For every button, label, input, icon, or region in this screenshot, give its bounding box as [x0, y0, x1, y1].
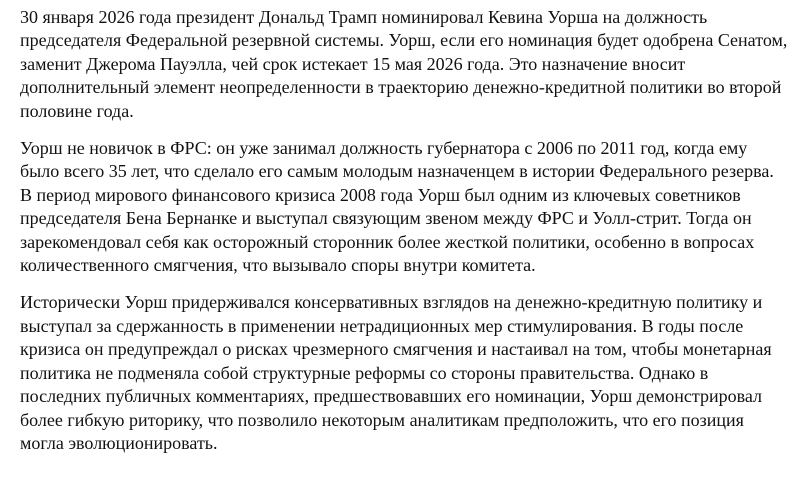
paragraph-background: Уорш не новичок в ФРС: он уже занимал должность губернатора с 2006 по 2011 год, когда ему было всего 35 лет, что сделало его самым молодым назначенцем в истории Федерального резерва. В период мирового финансового кризиса 2008 года Уорш был одним из ключевых советников председателя Бена Бернанке и выступал связующим звеном между ФРС и Уолл-стрит. Тогда он зарекомендовал себя как осторожный сторонник более жесткой политики, особенно в вопросах количественного смягчения, что вызывало споры внутри комитета. [20, 138, 774, 276]
paragraph-views: Исторически Уорш придерживался консервативных взглядов на денежно-кредитную политику и выступал за сдержанность в применении нетрадиционных мер стимулирования. В годы после кризиса он предупреждал о рисках чрезмерного смягчения и настаивал на том, чтобы монетарная политика не подменяла собой структурные реформы со стороны правительства. Однако в последних публичных комментариях, предшествовавших его номинации, Уорш демонстрировал более гибкую риторику, что позволило некоторым аналитикам предположить, что его позиция могла эволюционировать. [20, 292, 772, 453]
paragraph-nomination: 30 января 2026 года президент Дональд Трамп номинировал Кевина Уорша на должность председателя Федеральной резервной системы. Уорш, если его номинация будет одобрена Сенатом, заменит Джерома Пауэлла, чей срок истекает 15 мая 2026 года. Это назначение вносит дополнительный элемент неопределенности в траекторию денежно-кредитной политики во второй половине года. [20, 7, 788, 121]
